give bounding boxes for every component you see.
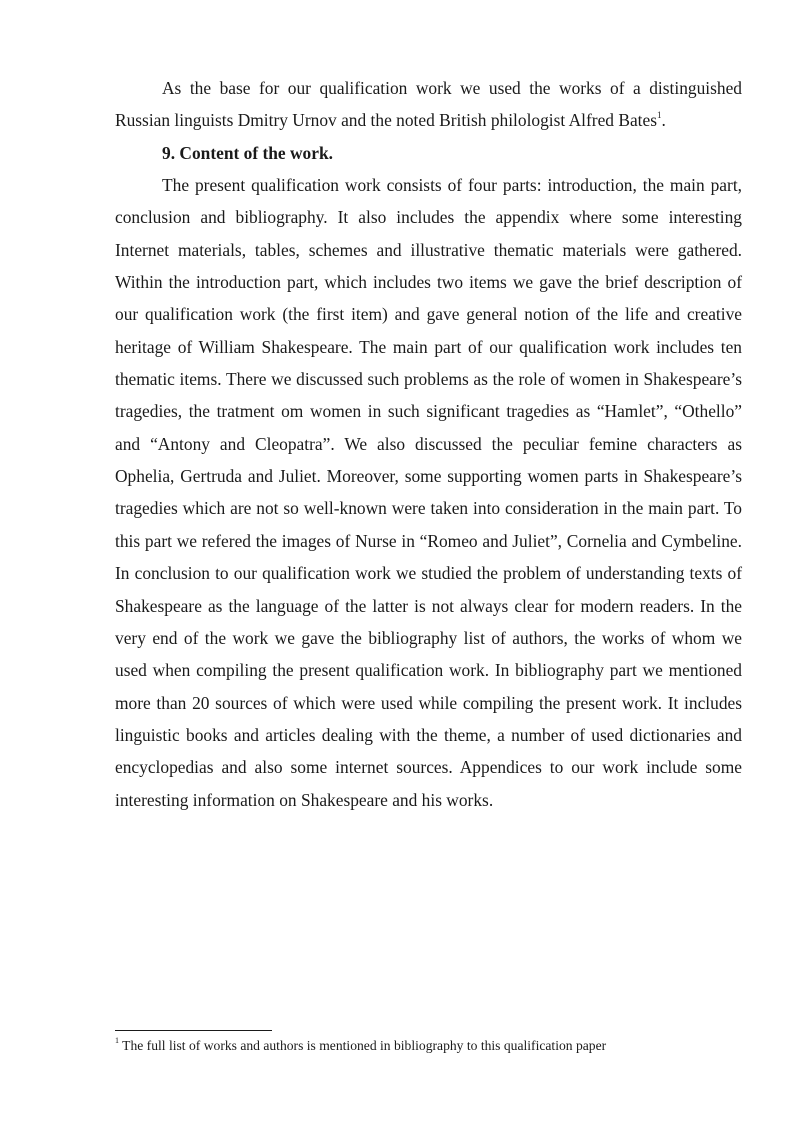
document-body — [115, 72, 742, 816]
section-heading: 9. Content of the work. — [162, 142, 333, 163]
paragraph-base-works — [115, 72, 742, 137]
paragraph-base-works-tail: . — [661, 110, 666, 131]
footnote-divider — [115, 1030, 272, 1031]
footnote-reference: 1 — [656, 109, 662, 120]
paragraph-content-of-work: The present qualification work consists of four parts: introduction, the main part, conclusion and bibliography. It also includes the appendix where some interesting Internet materials, tables, schemes and illustrative thematic materials were gathered. Within the introduction part, which includes two items we gave the brief description of our qualification work (the first item) and gave general notion of the life and creative heritage of William Shakespeare. The main part of our qualification work includes ten thematic items. There we discussed such problems as the role of women in Shakespeare’s tragedies, the tratment om women in such significant tragedies as “Hamlet”, “Othello” and “Antony and Cleopatra”. We also discussed the peculiar femine characters as Ophelia, Gertruda and Juliet. Moreover, some supporting women parts in Shakespeare’s tragedies which are not so well-known were taken into consideration in the main part. To this part we refered the images of Nurse in “Romeo and Juliet”, Cornelia and Cymbeline. In conclusion to our qualification work we studied the problem of understanding texts of Shakespeare as the language of the latter is not always clear for modern readers. In the very end of the work we gave the bibliography list of authors, the works of whom we used when compiling the present qualification work. In bibliography part we mentioned more than 20 sources of which were used while compiling the present work. It includes linguistic books and articles dealing with the theme, a number of used dictionaries and encyclopedias and also some internet sources. Appendices to our work include some interesting information on Shakespeare and his works. — [115, 175, 742, 810]
footnote-text: The full list of works and authors is mentioned in bibliography to this qualification paper — [119, 1038, 607, 1053]
paragraph-base-works-text: As the base for our qualification work we used the works of a distinguished Russian linguists Dmitry Urnov and the noted British philologist Alfred Bates — [115, 78, 742, 131]
footnote-marker: 1 — [115, 1036, 119, 1046]
footnote — [115, 1037, 755, 1055]
